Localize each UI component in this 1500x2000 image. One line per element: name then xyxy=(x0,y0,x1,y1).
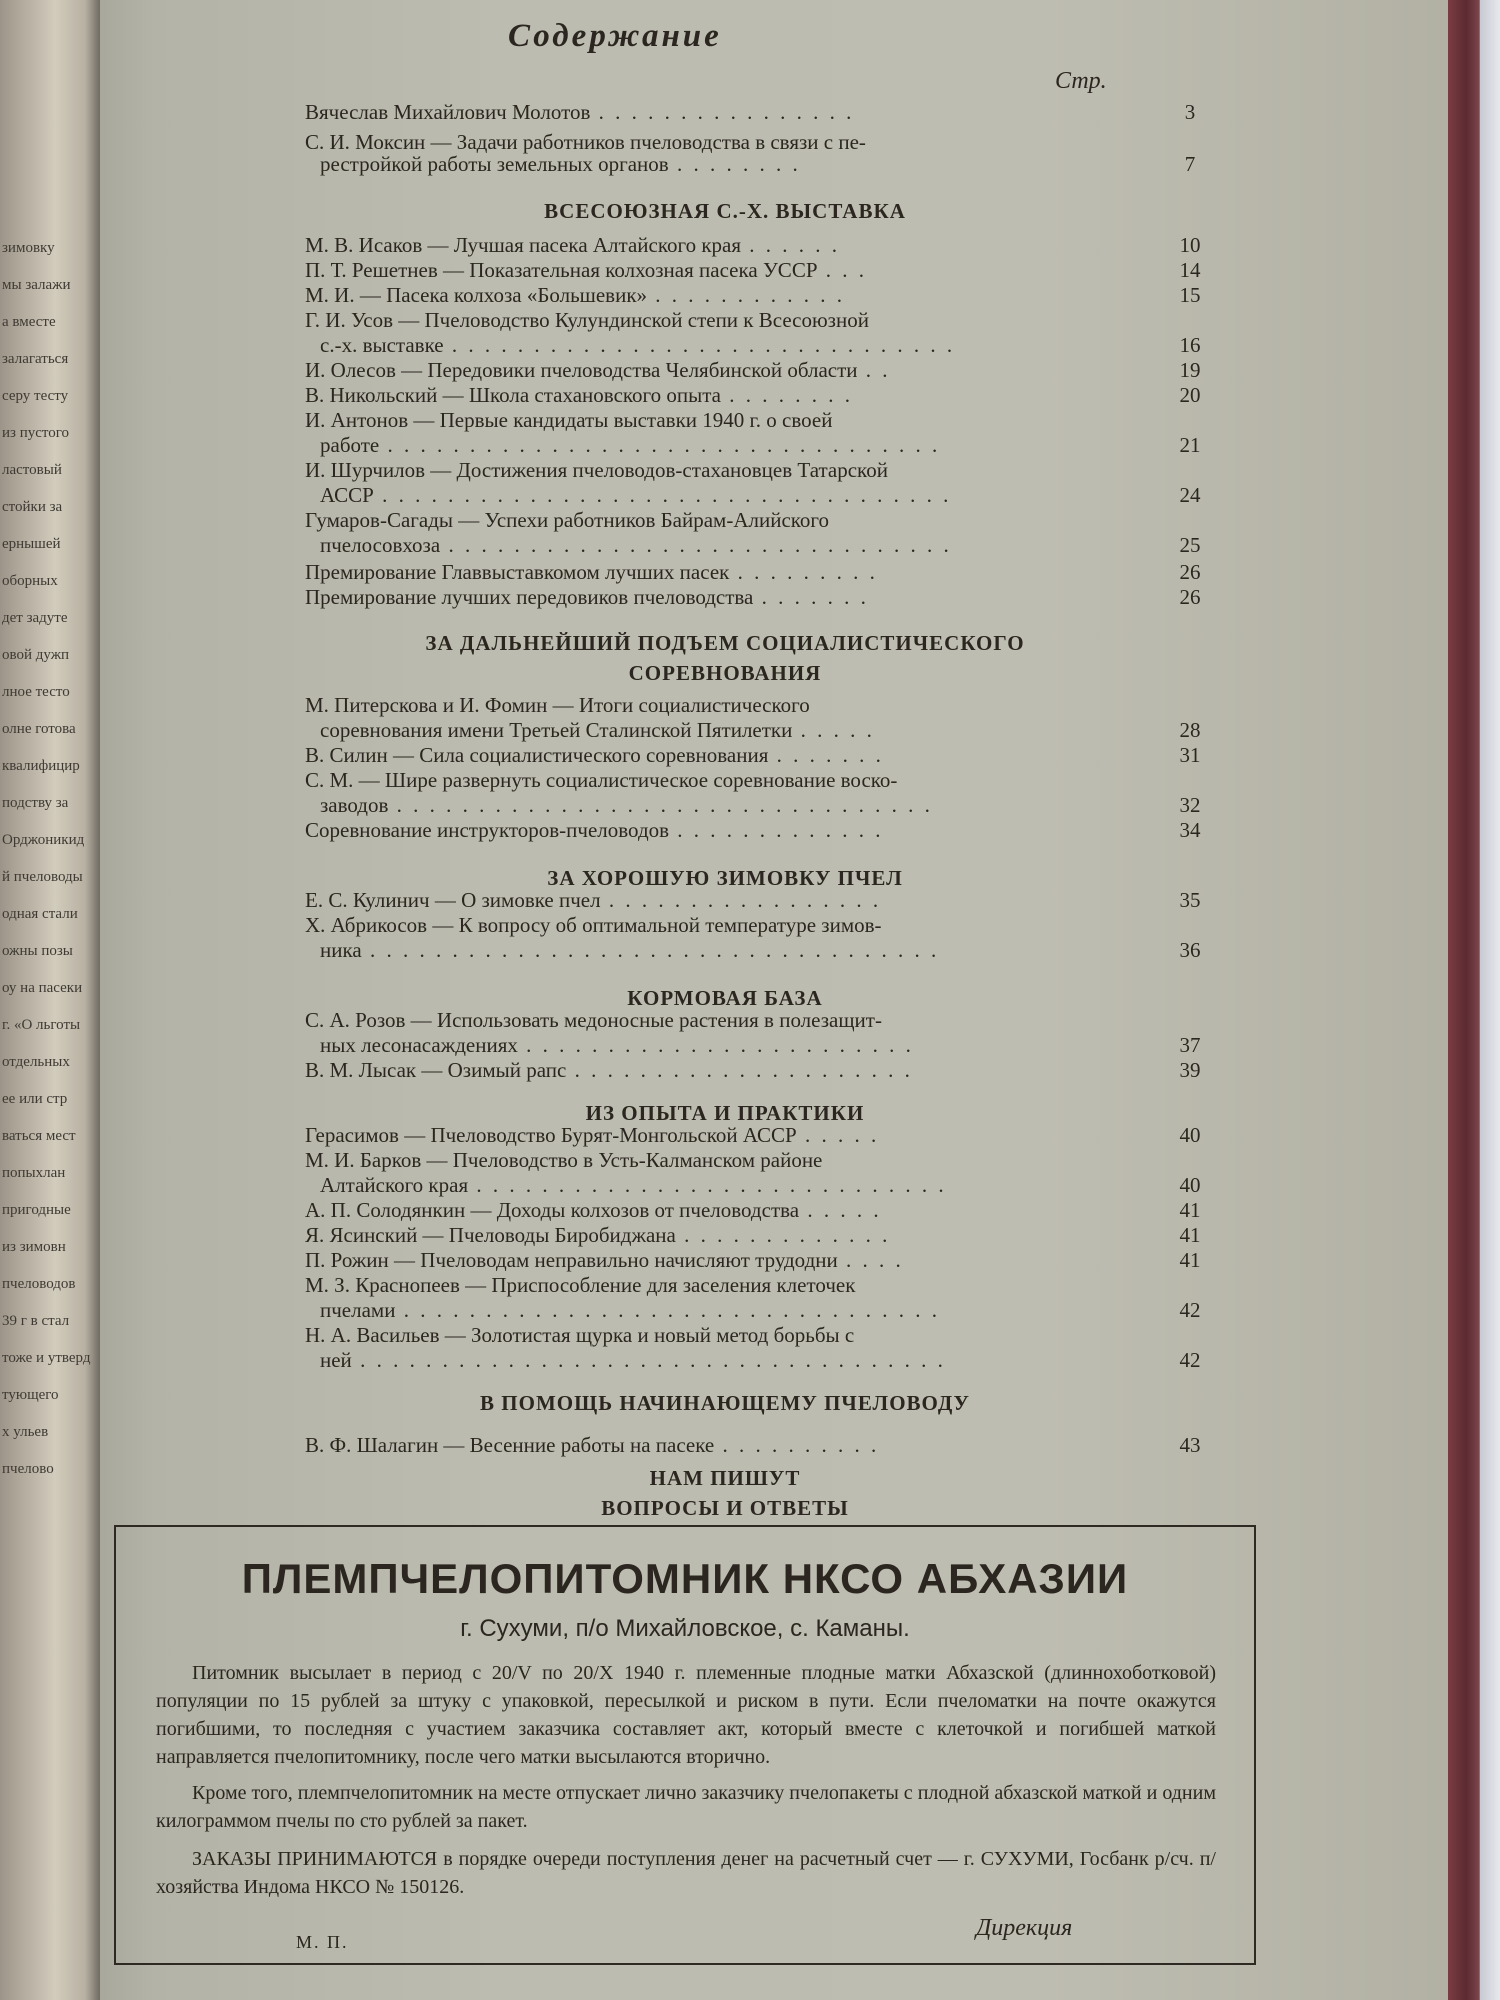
toc-entry xyxy=(305,1248,1115,1272)
toc-entry xyxy=(305,743,1115,767)
toc-entry xyxy=(320,433,1130,457)
toc-entry xyxy=(305,1058,1115,1082)
toc-page-number: 26 xyxy=(1179,560,1201,584)
toc-leader-dots: . . . xyxy=(817,258,868,282)
adjacent-page-text: подству за xyxy=(2,795,69,811)
toc-entry xyxy=(305,508,1115,532)
toc-page-number: 35 xyxy=(1179,888,1201,912)
ad-paragraph-1: Питомник высылает в период с 20/V по 20/X 1940 г. племенные плодные матки Абхазской (длиннохоботковой) популяции по 15 рублей за штуку с упаковкой, пересылкой и риском в пути. Если пчеломатки на почте окажутся погибшими, то последняя с участием заказчика составляет акт, который вместе с клеточкой и погибшей маткой направляется пчелопитомнику, после чего матки высылаются вторично. xyxy=(156,1662,1216,1768)
toc-entry-text: Гумаров-Сагады — Успехи работников Байрам-Алийского xyxy=(305,508,830,532)
toc-entry-text: Х. Абрикосов — К вопросу об оптимальной температуре зимов- xyxy=(305,913,882,937)
toc-leader-dots: . . . . . . . . . . . . . . . . . . . . . xyxy=(566,1058,913,1082)
toc-leader-dots: . . . . . . . . xyxy=(720,383,853,407)
adjacent-page-text: оборных xyxy=(2,573,58,589)
toc-entry-text: И. Шурчилов — Достижения пчеловодов-стахановцев Татарской xyxy=(305,458,888,482)
toc-page-number: 37 xyxy=(1179,1033,1201,1057)
journal-page xyxy=(100,0,1448,2000)
toc-section-heading: В ПОМОЩЬ НАЧИНАЮЩЕМУ ПЧЕЛОВОДУ xyxy=(480,1391,970,1415)
toc-leader-dots: . . xyxy=(857,358,891,382)
toc-entry xyxy=(305,258,1115,282)
toc-entry-text: С. А. Розов — Использовать медоносные растения в полезащит- xyxy=(305,1008,882,1032)
toc-page-number: 41 xyxy=(1179,1198,1201,1222)
toc-entry xyxy=(305,1273,1115,1297)
adjacent-page-text: ластовый xyxy=(2,462,62,478)
toc-entry-text: М. В. Исаков — Лучшая пасека Алтайского края xyxy=(305,233,742,257)
toc-page-number: 20 xyxy=(1179,383,1201,407)
toc-entry-text: А. П. Солодянкин — Доходы колхозов от пчеловодства xyxy=(305,1198,800,1222)
adjacent-page-text: ожны позы xyxy=(2,943,73,959)
toc-page-number: 43 xyxy=(1179,1433,1201,1457)
toc-leader-dots: . . . . . . . . . . . . . xyxy=(669,818,884,842)
toc-entry-text: В. Никольский — Школа стахановского опыта xyxy=(305,383,721,407)
toc-leader-dots: . . . . . . . . . . . . . . . . . . . . . . . . . . . . . . . . . . . . xyxy=(351,1348,946,1372)
toc-entry-text: пчелосовхоза xyxy=(320,533,441,557)
adjacent-page-text: й пчеловоды xyxy=(2,869,83,885)
toc-entry xyxy=(305,383,1115,407)
toc-page-number: 15 xyxy=(1179,283,1201,307)
toc-page-number: 41 xyxy=(1179,1248,1201,1272)
ad-title: ПЛЕМПЧЕЛОПИТОМНИК НКСО АБХАЗИИ xyxy=(241,1555,1129,1602)
toc-entry-text: С. И. Моксин — Задачи работников пчеловодства в связи с пе- xyxy=(305,130,866,154)
toc-entry xyxy=(305,693,1115,717)
toc-entry-text: М. И. — Пасека колхоза «Большевик» xyxy=(305,283,648,307)
toc-entry xyxy=(320,333,1130,357)
toc-entry xyxy=(305,1223,1115,1247)
toc-leader-dots: . . . . . . . . . . . . . xyxy=(675,1223,891,1247)
adjacent-page-text: г. «О льготы xyxy=(2,1017,81,1033)
toc-entry xyxy=(305,768,1115,792)
toc-entry xyxy=(305,458,1115,482)
book-cover-edge xyxy=(1448,0,1500,2000)
toc-section-heading: ЗА ХОРОШУЮ ЗИМОВКУ ПЧЕЛ xyxy=(547,866,903,890)
toc-entry-text: пчелами xyxy=(320,1298,396,1322)
toc-leader-dots: . . . . . . . . . . . . xyxy=(647,283,846,307)
adjacent-page-text: Орджоникид xyxy=(2,832,85,848)
toc-entry xyxy=(320,1033,1130,1057)
adjacent-page-text: квалифицир xyxy=(2,758,80,774)
toc-page-number: 19 xyxy=(1179,358,1201,382)
toc-entry-text: М. Питерскова и И. Фомин — Итоги социалистического xyxy=(305,693,810,717)
toc-entry-text: Премирование лучших передовиков пчеловодства xyxy=(305,585,754,609)
toc-leader-dots: . . . . . . . . . . . . . . . . . . . . . . . . . . . . . . . . . xyxy=(388,793,933,817)
toc-entry xyxy=(320,718,1130,742)
adjacent-page-text: залагаться xyxy=(2,351,69,367)
toc-leader-dots: . . . . . . . . . . . . . . . . . . . . . . . . . . . . . xyxy=(468,1173,947,1197)
toc-entry xyxy=(305,585,1115,609)
adjacent-page-text: отдельных xyxy=(2,1054,70,1070)
toc-page-number: 16 xyxy=(1179,333,1201,357)
adjacent-page-text: х ульев xyxy=(2,1424,49,1440)
toc-entry xyxy=(320,152,1130,176)
toc-entry-text: рестройкой работы земельных органов xyxy=(320,152,669,176)
toc-entry-text: П. Т. Решетнев — Показательная колхозная пасека УССР xyxy=(305,258,818,282)
toc-section-heading: ВОПРОСЫ И ОТВЕТЫ xyxy=(601,1496,849,1520)
adjacent-page-text: тующего xyxy=(2,1387,59,1403)
toc-leader-dots: . . . . . . . . . xyxy=(729,560,878,584)
adjacent-page-text: серу тесту xyxy=(2,388,69,404)
adjacent-page-text: ернышей xyxy=(2,536,61,552)
toc-leader-dots: . . . . . . . . . . . . . . . . . . . . . . . . xyxy=(517,1033,914,1057)
adjacent-page-text: пчелово xyxy=(2,1461,54,1477)
toc-leader-dots: . . . . . . . . . . . . . . . . . . . . . . . . . . . . . . . . . . . xyxy=(361,938,940,962)
toc-leader-dots: . . . . . xyxy=(796,1123,880,1147)
toc-entry-text: Соревнование инструкторов-пчеловодов xyxy=(305,818,670,842)
toc-entry-text: заводов xyxy=(320,793,389,817)
toc-entry xyxy=(305,1433,1115,1457)
toc-entry-text: Г. И. Усов — Пчеловодство Кулундинской степи к Всесоюзной xyxy=(305,308,869,332)
adjacent-page-text: ее или стр xyxy=(2,1091,68,1107)
advertisement-box xyxy=(114,1525,1256,1965)
toc-leader-dots: . . . . . . . . . . . . . . . . . . . . . . . . . . . . . . . . . . xyxy=(379,433,941,457)
toc-entry-text: И. Олесов — Передовики пчеловодства Челябинской области xyxy=(305,358,858,382)
toc-entry xyxy=(320,1348,1130,1372)
adjacent-page-text: оу на пасеки xyxy=(2,980,83,996)
toc-page-number: 42 xyxy=(1179,1348,1201,1372)
toc-leader-dots: . . . . . xyxy=(792,718,875,742)
toc-entry xyxy=(305,408,1115,432)
toc-page-number: 25 xyxy=(1179,533,1201,557)
toc-entry xyxy=(320,533,1130,557)
toc-section-heading: КОРМОВАЯ БАЗА xyxy=(627,986,823,1010)
adjacent-page-text: попыхлан xyxy=(2,1165,66,1181)
toc-entry xyxy=(320,938,1130,962)
toc-entry-text: ных лесонасаждениях xyxy=(320,1033,518,1057)
toc-section-heading: ВСЕСОЮЗНАЯ С.-Х. ВЫСТАВКА xyxy=(544,199,906,223)
toc-entry xyxy=(305,913,1115,937)
toc-page-number: 42 xyxy=(1179,1298,1201,1322)
toc-page-number: 28 xyxy=(1179,718,1201,742)
adjacent-page-text: мы залажи xyxy=(2,277,71,293)
toc-leader-dots: . . . . . xyxy=(799,1198,882,1222)
adjacent-page-text: олне готова xyxy=(2,721,76,737)
toc-leader-dots: . . . . . . . . . . xyxy=(714,1433,880,1457)
toc-entry-text: Я. Ясинский — Пчеловоды Биробиджана xyxy=(305,1223,676,1247)
toc-entry-text: Н. А. Васильев — Золотистая щурка и новый метод борьбы с xyxy=(305,1323,855,1347)
toc-page-number: 32 xyxy=(1179,793,1201,817)
adjacent-page-text: одная стали xyxy=(2,906,78,922)
toc-entry xyxy=(305,358,1115,382)
ad-stamp-mark: М. П. xyxy=(296,1932,349,1952)
toc-entry-text: ника xyxy=(320,938,362,962)
adjacent-page-text: 39 г в стал xyxy=(2,1313,70,1329)
toc-page-number: 26 xyxy=(1179,585,1201,609)
toc-entry-text: АССР xyxy=(320,483,374,507)
toc-leader-dots: . . . . . . . . . . . . . . . . . . . . . . . . . . . . . . . xyxy=(440,533,952,557)
toc-page-number: 36 xyxy=(1179,938,1201,962)
toc-leader-dots: . . . . . . . . . . . . . . . . . . . . . . . . . . . . . . . . . xyxy=(395,1298,940,1322)
toc-entry-text: Вячеслав Михайлович Молотов xyxy=(305,100,591,124)
toc-page-number: 40 xyxy=(1179,1123,1201,1147)
toc-entry-text: работе xyxy=(320,433,380,457)
toc-leader-dots: . . . . . . . . . . . . . . . . . xyxy=(600,888,882,912)
toc-leader-dots: . . . . . . . . . . . . . . . . . . . . . . . . . . . . . . . xyxy=(443,333,956,357)
toc-entry xyxy=(320,1173,1130,1197)
toc-entry-text: соревнования имени Третьей Сталинской Пятилетки xyxy=(320,718,793,742)
toc-entry xyxy=(320,1298,1130,1322)
ad-address: г. Сухуми, п/о Михайловское, с. Каманы. xyxy=(460,1615,910,1642)
toc-leader-dots: . . . . . . . . . . . . . . . . . . . . . . . . . . . . . . . . . . . xyxy=(373,483,952,507)
toc-entry-text: Алтайского края xyxy=(320,1173,469,1197)
toc-page-number: 31 xyxy=(1179,743,1201,767)
toc-leader-dots: . . . . xyxy=(837,1248,904,1272)
adjacent-page-text: зимовку xyxy=(2,240,55,256)
adjacent-page-text: пригодные xyxy=(2,1202,71,1218)
page-column-label: Стр. xyxy=(1055,68,1107,94)
toc-entry xyxy=(305,283,1115,307)
toc-page-number: 34 xyxy=(1179,818,1201,842)
toc-title: Содержание xyxy=(508,18,722,54)
toc-entry-text: П. Рожин — Пчеловодам неправильно начисляют трудодни xyxy=(305,1248,838,1272)
toc-entry-text: с.-х. выставке xyxy=(320,333,444,357)
toc-entry xyxy=(305,1323,1115,1347)
toc-entry xyxy=(305,308,1115,332)
toc-entry-text: Е. С. Кулинич — О зимовке пчел xyxy=(305,888,601,912)
toc-leader-dots: . . . . . . xyxy=(741,233,841,257)
adjacent-page-text: из пустого xyxy=(2,425,70,441)
toc-entry-text: Премирование Главвыставкомом лучших пасек xyxy=(305,560,730,584)
toc-leader-dots: . . . . . . . . . . . . . . . . xyxy=(590,100,855,124)
toc-entry-text: М. И. Барков — Пчеловодство в Усть-Калманском районе xyxy=(305,1148,823,1172)
toc-entry-text: М. З. Краснопеев — Приспособление для заселения клеточек xyxy=(305,1273,856,1297)
toc-page-number: 40 xyxy=(1179,1173,1201,1197)
toc-section-heading: СОРЕВНОВАНИЯ xyxy=(628,661,822,685)
toc-entry xyxy=(305,130,1115,154)
adjacent-page-text: а вместе xyxy=(2,314,56,330)
toc-entry xyxy=(305,100,1115,124)
adjacent-page-text: пчеловодов xyxy=(2,1276,76,1292)
adjacent-page-text: ваться мест xyxy=(2,1128,76,1144)
toc-entry xyxy=(305,560,1115,584)
ad-paragraph-2: Кроме того, племпчелопитомник на месте отпускает лично заказчику пчелопакеты с плодной абхазской маткой и одним килограммом пчелы по сто рублей за пакет. xyxy=(156,1782,1216,1832)
toc-page-number: 41 xyxy=(1179,1223,1201,1247)
toc-entry-text: ней xyxy=(320,1348,352,1372)
toc-entry-text: С. М. — Шире развернуть социалистическое соревнование воско- xyxy=(305,768,898,792)
toc-entry-text: И. Антонов — Первые кандидаты выставки 1940 г. о своей xyxy=(305,408,833,432)
toc-entry xyxy=(305,233,1115,257)
adjacent-page-text: лное тесто xyxy=(2,684,70,700)
adjacent-page-text: из зимовн xyxy=(2,1239,66,1255)
toc-entry-text: Герасимов — Пчеловодство Бурят-Монгольской АССР xyxy=(305,1123,797,1147)
toc-page-number: 3 xyxy=(1184,100,1196,124)
toc-entry-text: В. М. Лысак — Озимый рапс xyxy=(305,1058,567,1082)
toc-leader-dots: . . . . . . . . xyxy=(668,152,801,176)
adjacent-page-text: стойки за xyxy=(2,499,63,515)
toc-page-number: 10 xyxy=(1179,233,1201,257)
toc-leader-dots: . . . . . . . xyxy=(768,743,884,767)
ad-paragraph-3: ЗАКАЗЫ ПРИНИМАЮТСЯ в порядке очереди поступления денег на расчетный счет — г. СУХУМИ, Госбанк р/сч. п/хозяйства Индома НКСО № 150126. xyxy=(156,1848,1216,1898)
toc-page-number: 21 xyxy=(1179,433,1201,457)
ad-signature: Дирекция xyxy=(976,1915,1073,1941)
toc-entry-text: В. Ф. Шалагин — Весенние работы на пасеке xyxy=(305,1433,715,1457)
toc-entry xyxy=(320,793,1130,817)
toc-section-heading: ЗА ДАЛЬНЕЙШИЙ ПОДЪЕМ СОЦИАЛИСТИЧЕСКОГО xyxy=(425,631,1025,655)
adjacent-page-text: дет задуте xyxy=(2,610,68,626)
toc-page-number: 24 xyxy=(1179,483,1201,507)
adjacent-page-edge xyxy=(0,0,100,2000)
toc-page-number: 7 xyxy=(1184,152,1196,176)
toc-page-number: 14 xyxy=(1179,258,1201,282)
toc-entry xyxy=(305,818,1115,842)
toc-entry-text: В. Силин — Сила социалистического соревнования xyxy=(305,743,769,767)
toc-section-heading: НАМ ПИШУТ xyxy=(649,1466,801,1490)
toc-entry xyxy=(305,1148,1115,1172)
toc-entry xyxy=(320,483,1130,507)
adjacent-page-text: овой дужп xyxy=(2,647,70,663)
toc-leader-dots: . . . . . . . xyxy=(753,585,869,609)
toc-page-number: 39 xyxy=(1179,1058,1201,1082)
adjacent-page-text: тоже и утверд xyxy=(2,1350,91,1366)
toc-section-heading: ИЗ ОПЫТА И ПРАКТИКИ xyxy=(585,1101,865,1125)
toc-entry xyxy=(305,1198,1115,1222)
